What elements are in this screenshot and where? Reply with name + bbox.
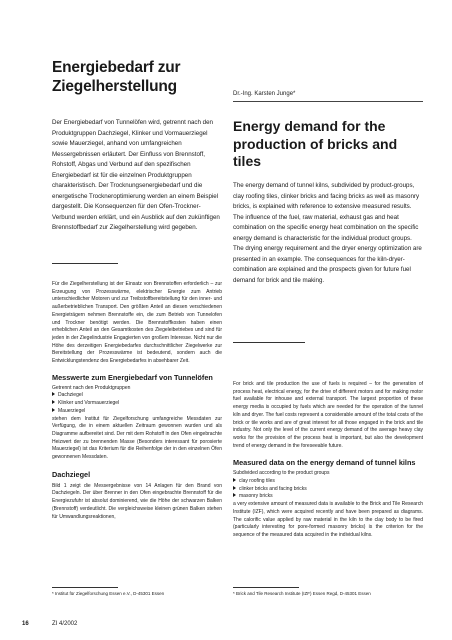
- english-footnote-divider: [233, 587, 299, 588]
- triangle-bullet-icon: [233, 493, 236, 497]
- page-number: 16: [22, 621, 29, 627]
- triangle-bullet-icon: [52, 400, 55, 404]
- triangle-bullet-icon: [233, 478, 236, 482]
- list-item: clay roofing tiles: [233, 478, 423, 486]
- english-abstract-divider: [233, 342, 305, 343]
- english-footnote: * Brick and Tile Research Institute (IZF) Essen Regd, D-45301 Essen: [233, 591, 371, 596]
- english-abstract: The energy demand of tunnel kilns, subdivided by product-groups, clay roofing tiles, clinker bricks and facing bricks as well as masonry bricks, is explained with reference to extensive measured results. The influence of the fuel, raw material, exhaust gas and heat combination on the specific energy heat combination on the specific energy demand is characteristic for the individual product groups. The drying energy requirement and the dryer energy optimization are presented in an example. The consequences for the kiln-dryer-combination are explained and the prospects given for future fuel demand for brick and tile making.: [233, 182, 422, 284]
- english-title: [233, 118, 423, 171]
- triangle-bullet-icon: [52, 392, 55, 396]
- english-body: [233, 381, 423, 540]
- list-item: Dachziegel: [52, 392, 222, 400]
- german-title-block: [52, 58, 222, 96]
- english-product-group-list: [233, 478, 423, 501]
- english-title-line-3: tiles: [233, 153, 262, 169]
- list-item: Klinker und Vormauerziegel: [52, 400, 222, 408]
- list-item: Mauerziegel: [52, 408, 222, 416]
- english-title-line-1: Energy demand for the: [233, 118, 386, 134]
- german-section-lead: Getrennt nach den Produktgruppen: [52, 384, 131, 391]
- journal-issue: ZI 4/2002: [52, 621, 78, 627]
- triangle-bullet-icon: [233, 486, 236, 490]
- german-footnote-divider: [52, 587, 118, 588]
- german-title-line-1: Energiebedarf zur: [52, 59, 181, 76]
- german-product-group-list: [52, 392, 222, 415]
- german-section-heading-roof-tiles: Dachziegel: [52, 469, 91, 479]
- list-item: masonry bricks: [233, 493, 423, 501]
- german-title-line-2: Ziegelherstellung: [52, 78, 177, 95]
- german-intro-paragraph: Für die Ziegelherstellung ist der Einsatz von Brennstoffen erforderlich – zur Erzeugung von Prozesswärme, elektrischer Energie zum Antrieb unterschiedlicher Motoren und zur Treibstoffbereitstellung für den inner- und außerbetrieblichen Transport. Den größten Anteil an diesen verschiedenen Energieträgern nehmen Brennstoffe ein, die zum Betrieb von Tunnelofen und Trockner benötigt werden. Die Brennstoffkosten haben einen erheblichen Anteil an den Gesamtkosten des Ziegeleibetriebes und sind für jeden in der Ziegelindustrie Engagierten von großem Interesse. Nicht nur die Höhe des derzeitigen Energiebedarfes durchschnittlicher Ziegelwerke zur Bereitstellung der Prozesswärme ist bedeutend, sondern auch die Entwicklungstendenz des Energiebedarfes in absehbarer Zeit.: [52, 281, 222, 365]
- english-intro-paragraph: For brick and tile production the use of fuels is required – for the generation of process heat, electrical energy, for the drive of different motors and for making motor fuel available for inhouse and external transport. The largest proportion of these energy media is occupied by fuels which are needed for the operation of the tunnel kiln and dryer. The fuel costs represent a considerable amount of the total costs of the brick or tile works and are of great interest for all those engaged in the brick and tile industry. Not only the level of the current energy demand of the average heavy clay works for the provision of the process heat is important, but also the development trend of energy demand in the foreseeable future.: [233, 381, 423, 449]
- english-section-heading-tunnel-kilns: Measured data on the energy demand of tunnel kilns: [233, 458, 416, 468]
- author-name: Dr.-Ing. Karsten Junge*: [233, 91, 296, 97]
- english-section-paragraph: a very extensive amount of measured data is available to the Brick and Tile Research Institute (IZF), which were acquired recently and have been prepared as diagrams. The calorific value applied by raw material in the kiln to the clay body to be fired (particularly interesting for pore-formed masonry bricks) is the criterion for the sequence of the measured data acquired in the individual kilns.: [233, 501, 423, 538]
- german-abstract: Der Energiebedarf von Tunnelöfen wird, getrennt nach den Produktgruppen Dachziegel, Klinker und Vormauerziegel sowie Mauerziegel, anhand von umfangreichen Messergebnissen erläutert. Der Einfluss von Brennstoff, Rohstoff, Abgas und Verbund auf den spezifischen Energiebedarf ist für die einzelnen Produktgruppen charakteristisch. Der Trocknungsenergiebedarf und die energetische Trockneroptimierung werden an einem Beispiel dargestellt. Die Konsequenzen für den Ofen-Trockner-Verbund werden erklärt, und ein Ausblick auf den zukünftigen Brennstoffbedarf zur Ziegelherstellung wird gegeben.: [52, 119, 220, 231]
- english-title-line-2: production of bricks and: [233, 135, 398, 152]
- german-abstract-divider: [52, 263, 118, 264]
- list-item: clinker bricks and facing bricks: [233, 486, 423, 494]
- german-footnote: * Institut für Ziegelforschung Essen e.V., D-45301 Essen: [52, 591, 165, 596]
- german-roof-tiles-paragraph: Bild 1 zeigt die Messergebnisse von 14 Anlagen für den Brand von Dachziegeln. Der über Brenner in den Ofen eingebrachte Brennstoff für die Energiezufuhr ist absolut dominierend, wie die Höhe der schwarzen Balken (Brennstoff) verdeutlicht. Die vergleichsweise kleinen grünen Balken stehen für Umwandlungsreaktionen,: [52, 482, 222, 520]
- author-divider: [233, 101, 423, 102]
- english-section-lead: Subdivided according to the product groups: [233, 470, 330, 477]
- german-section-heading-tunnel-kilns: Messwerte zum Energiebedarf von Tunnelöfen: [52, 372, 213, 382]
- triangle-bullet-icon: [52, 408, 55, 412]
- german-section-paragraph: stehen dem Institut für Ziegelforschung umfangreiche Messdaten zur Verfügung, die in einem aktuellen Zeitraum gewonnen wurden und als Diagramme aufbereitet sind. Der mit dem Rohstoff in den Ofen eingebrachte Heizwert der zu brennenden Masse (Besonders interessant für porosierte Mauerziegel) ist das Kriterium für die Reihenfolge der in den einzelnen Öfen gewonnenen Messdaten.: [52, 415, 222, 461]
- german-body: [52, 281, 222, 521]
- german-title: [52, 58, 222, 96]
